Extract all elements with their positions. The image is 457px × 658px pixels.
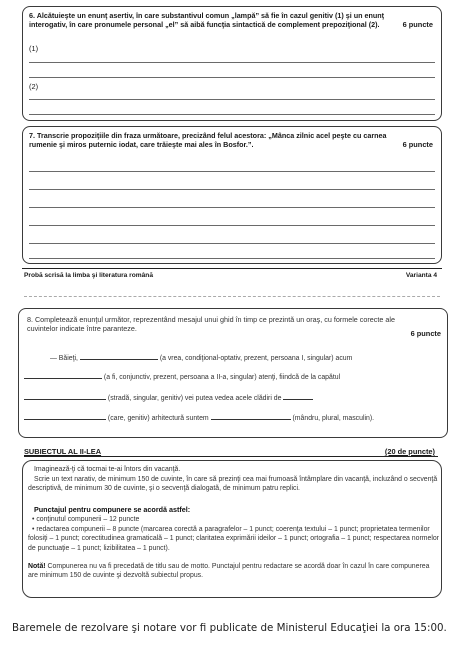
- section-2-points: (20 de puncte): [384, 447, 435, 456]
- answer-label-2: (2): [29, 82, 39, 91]
- question-8-line-3: [24, 393, 440, 403]
- answer-line: [29, 99, 435, 100]
- section-2-grading-title: Punctajul pentru compunere se acordă astfel:: [34, 505, 191, 514]
- blank-line: [24, 413, 106, 420]
- article-caption: Baremele de rezolvare şi notare vor fi publicate de Ministerul Educaţiei la ora 15:00.: [12, 622, 447, 634]
- question-8-line-2: [24, 372, 440, 382]
- answer-line: [29, 189, 435, 190]
- blank-line: [283, 393, 313, 400]
- page-break-rule: [24, 296, 440, 297]
- section-2-note: [28, 562, 440, 581]
- q8-fragment: (a fi, conjunctiv, prezent, persoana a II-a, singular) atenţi, fiindcă de la capătul: [103, 374, 341, 381]
- answer-line: [29, 243, 435, 244]
- section-2-intro: Imaginează-ţi că tocmai te-ai întors din vacanţă.: [34, 466, 181, 473]
- q8-fragment: (stradă, singular, genitiv) vei putea vedea acele clădiri de: [107, 395, 282, 402]
- blank-line: [24, 372, 102, 379]
- answer-line: [29, 207, 435, 208]
- section-2-rule: [24, 456, 438, 457]
- question-8-text: 8. Completează enunţul următor, reprezentând mesajul unui ghid în timp ce prezintă un oraş, cu formele corecte ale cuvintelor indicate între paranteze.: [27, 315, 395, 333]
- question-6-text: 6. Alcătuieşte un enunţ asertiv, în care substantivul comun „lampă” să fie în cazul genitiv (1) şi un enunţ interogativ, în care pronumele personal „el” să aibă funcţia sintactică de complement prepoziţional (2).: [29, 11, 385, 29]
- blank-line: [211, 413, 291, 420]
- answer-line: [29, 171, 435, 172]
- q8-fragment: (a vrea, condiţional-optativ, prezent, persoana I, singular) acum: [159, 355, 353, 362]
- question-8-points: 6 puncte: [410, 329, 441, 338]
- q8-fragment: (care, genitiv) arhitectură suntem: [107, 415, 209, 422]
- footer-subject: Probă scrisă la limba şi literatura română: [24, 272, 153, 279]
- section-2-task: Scrie un text narativ, de minimum 150 de cuvinte, în care să prezinţi cea mai frumoasă întâmplare din vacanţă, incluzând o secvenţă descriptivă, de minimum 30 de cuvinte, şi o secvenţă dialogată, de minimum patru replici.: [28, 476, 438, 493]
- answer-line: [29, 77, 435, 78]
- answer-line: [29, 62, 435, 63]
- answer-line: [29, 225, 435, 226]
- answer-label-1: (1): [29, 44, 39, 53]
- blank-line: [24, 393, 106, 400]
- footer-rule: [22, 268, 442, 269]
- question-8-line-1: [50, 353, 440, 363]
- section-2-grading-item: • conţinutul compunerii – 12 puncte: [32, 516, 140, 523]
- answer-line: [29, 258, 435, 259]
- note-text: Compunerea nu va fi precedată de titlu sau de motto. Punctajul pentru redactare se acordă doar în cazul în care compunerea are minimum 150 de cuvinte şi dezvoltă subiectul propus.: [28, 563, 430, 580]
- blank-line: [80, 353, 158, 360]
- q8-fragment: (mândru, plural, masculin).: [292, 415, 375, 422]
- answer-line: [29, 114, 435, 115]
- question-8-line-4: [24, 413, 440, 423]
- note-label: Notă!: [28, 563, 46, 570]
- question-7-text: 7. Transcrie propoziţiile din fraza următoare, precizând felul acestora: „Mânca zilnic acel peşte cu carnea rumenie şi miros puternic iodat, care trăieşte mai ales în Bosfor.”.: [29, 131, 387, 149]
- question-7-points: 6 puncte: [402, 140, 433, 149]
- question-6-points: 6 puncte: [402, 20, 433, 29]
- q8-fragment: — Băieţi,: [50, 355, 78, 362]
- section-2-grading-item: • redactarea compunerii – 8 puncte (marcarea corectă a paragrafelor – 1 punct; coerenţa textului – 1 punct; proprietatea termenilor folosiţi – 1 punct; corectitudinea gramaticală – 1 punct; claritatea exprimării ideilor – 1 punct; ortografia – 1 punct; respectarea normelor de punctuaţie – 1 punct; lizibilitatea – 1 punct).: [28, 526, 439, 552]
- footer-variant: Varianta 4: [405, 272, 437, 279]
- question-6-box: [22, 6, 442, 121]
- question-7-box: [22, 126, 442, 264]
- section-2-title: SUBIECTUL AL II-LEA: [24, 447, 102, 456]
